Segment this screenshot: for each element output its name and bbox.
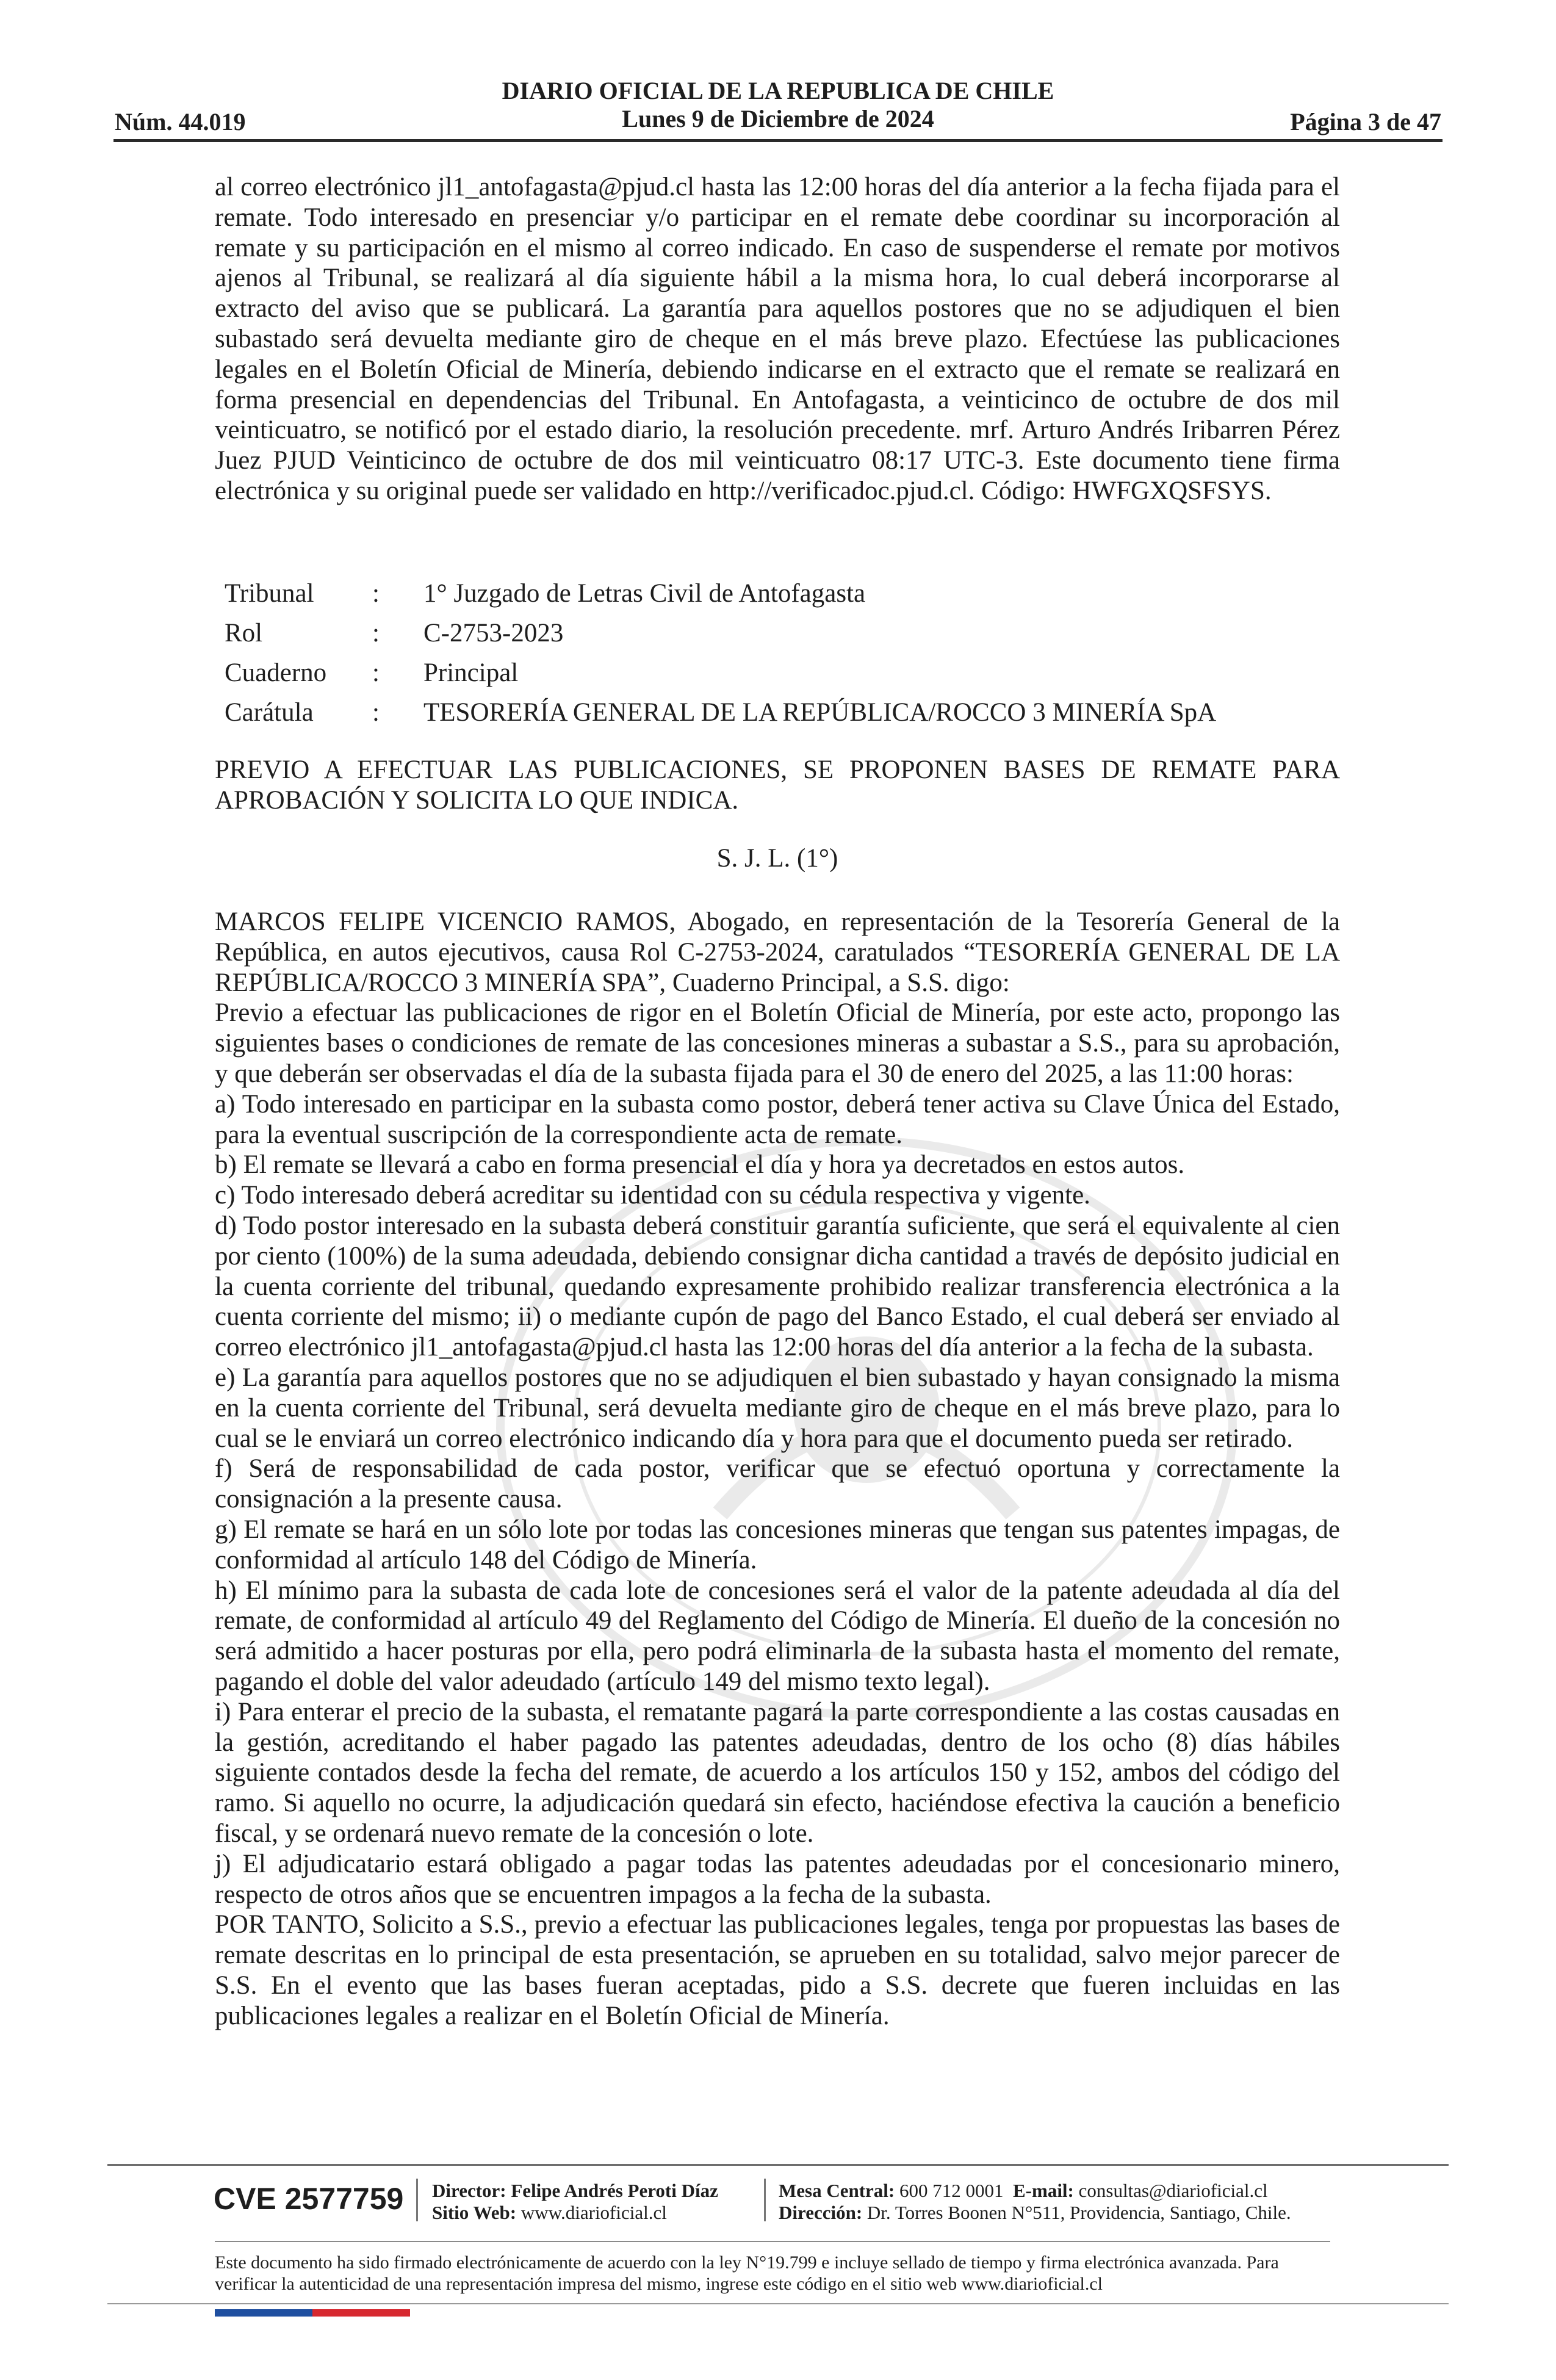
address-value: Dr. Torres Boonen N°511, Providencia, Santiago, Chile. [866,2202,1291,2223]
case-label: Cuaderno [225,658,327,687]
case-separator: : [372,658,380,687]
body-paragraph: f) Será de responsabilidad de cada postor, verificar que se efectuó oportuna y correctamente la consignación a la presente causa. [215,1454,1340,1514]
case-row-cuaderno [225,653,1216,693]
web-link[interactable]: www.diarioficial.cl [520,2202,667,2223]
body-paragraph: h) El mínimo para la subasta de cada lote de concesiones será el valor de la patente adeudada al día del remate, de conformidad al artículo 49 del Reglamento del Código de Minería. El dueño de la concesión no será admitido a hacer posturas por ella, pero podrá eliminarla de la subasta hasta el momento del remate, pagando el doble del valor adeudado (artículo 149 del mismo texto legal). [215,1576,1340,1696]
footer-divider-bottom [107,2303,1449,2304]
phone-label: Mesa Central: [779,2180,895,2201]
body-paragraph: Previo a efectuar las publicaciones de rigor en el Boletín Oficial de Minería, por este acto, propongo las siguientes bases o condiciones de remate de las concesiones mineras a subastar a S.S., para su aprobación, y que deberán ser observadas el día de la subasta fijada para el 30 de enero del 2025, a las 11:00 horas: [215,998,1340,1088]
case-value: Principal [423,658,519,687]
case-separator: : [372,698,380,727]
header-center [110,77,1446,133]
email-label: E-mail: [1013,2180,1074,2201]
flag-bar-red [312,2309,410,2317]
court-address: S. J. L. (1°) [716,844,838,873]
email-link[interactable]: consultas@diarioficial.cl [1078,2180,1268,2201]
body-paragraph: MARCOS FELIPE VICENCIO RAMOS, Abogado, en representación de la Tesorería General de la República, en autos ejecutivos, causa Rol C-2753-2024, caratulados “TESORERÍA GENERAL DE LA REPÚBLICA/ROCCO 3 MINERÍA SPA”, Cuaderno Principal, a S.S. digo: [215,907,1340,997]
header-divider [113,139,1443,142]
body-paragraph: POR TANTO, Solicito a S.S., previo a efectuar las publicaciones legales, tenga por propuestas las bases de remate descritas en lo principal de esta presentación, se aprueben en su totalidad, salvo mejor parecer de S.S. En el evento que las bases fueran aceptadas, pido a S.S. decrete que fueren incluidas en las publicaciones legales a realizar en el Boletín Oficial de Minería. [215,1910,1340,2030]
case-value: C-2753-2023 [423,619,564,647]
body-paragraph: i) Para enterar el precio de la subasta, el rematante pagará la parte correspondiente a las costas causadas en la gestión, acreditando el haber pagado las patentes adeudadas, dentro de los ocho (8) días hábiles siguiente contados desde la fecha del remate, de acuerdo a los artículos 150 y 152, ambos del código del ramo. Si aquello no ocurre, la adjudicación quedará sin efecto, haciéndose efectiva la caución a beneficio fiscal, y se ordenará nuevo remate de la concesión o lote. [215,1697,1340,1848]
document-heading-block [215,755,1340,816]
document-heading: PREVIO A EFECTUAR LAS PUBLICACIONES, SE PROPONEN BASES DE REMATE PARA APROBACIÓN Y SOLICITA LO QUE INDICA. [215,755,1340,815]
case-row-caratula [225,693,1216,732]
case-label: Tribunal [225,579,314,608]
phone-value: 600 712 0001 [899,2180,1004,2201]
address-label: Dirección: [779,2202,863,2223]
web-label: Sitio Web: [432,2202,517,2223]
director-name: Felipe Andrés Peroti Díaz [511,2180,718,2201]
legal-notice: Este documento ha sido firmado electrónicamente de acuerdo con la ley N°19.799 e incluye sellado de tiempo y firma electrónica avanzada. Para verificar la autenticidad de una representación impresa del mismo, ingrese este código en el sitio web www.diarioficial.cl [215,2252,1279,2294]
body-paragraph: b) El remate se llevará a cabo en forma presencial el día y hora ya decretados en estos autos. [215,1150,1185,1180]
case-value: TESORERÍA GENERAL DE LA REPÚBLICA/ROCCO 3 MINERÍA SpA [423,698,1217,727]
case-row-tribunal [225,574,1216,613]
footer-divider-top [107,2164,1449,2166]
page-number: Página 3 de 47 [1290,108,1441,135]
body-paragraph: e) La garantía para aquellos postores que no se adjudiquen el bien subastado y hayan consignado la misma en la cuenta corriente del Tribunal, será devuelta mediante giro de cheque en el más breve plazo, para lo cual se le enviará un correo electrónico indicando día y hora para que el documento pueda ser retirado. [215,1363,1340,1453]
body-paragraph: g) El remate se hará en un sólo lote por todas las concesiones mineras que tengan sus patentes impagas, de conformidad al artículo 148 del Código de Minería. [215,1515,1340,1574]
issue-date: Lunes 9 de Diciembre de 2024 [622,105,934,132]
case-value: 1° Juzgado de Letras Civil de Antofagasta [423,579,866,608]
footer-separator [764,2179,766,2221]
footer-director-block [432,2180,718,2224]
case-row-rol [225,613,1216,653]
case-label: Rol [225,619,263,647]
footer-divider-middle [215,2241,1330,2242]
body-paragraph: c) Todo interesado deberá acreditar su identidad con su cédula respectiva y vigente. [215,1181,1090,1210]
cve-code: CVE 2577759 [214,2182,404,2216]
body-section [215,907,1340,2031]
case-label: Carátula [225,698,314,727]
footer-contact-block [779,2180,1291,2224]
body-paragraph: a) Todo interesado en participar en la subasta como postor, deberá tener activa su Clave Única del Estado, para la eventual suscripción de la correspondiente acta de remate. [215,1089,1340,1149]
body-paragraph: d) Todo postor interesado en la subasta deberá constituir garantía suficiente, que será el equivalente al cien por ciento (100%) de la suma adeudada, debiendo consignar dicha cantidad a través de depósito judicial en la cuenta corriente del tribunal, quedando expresamente prohibido realizar transferencia electrónica a la cuenta corriente del mismo; ii) o mediante cupón de pago del Banco Estado, el cual deberá ser enviado al correo electrónico jl1_antofagasta@pjud.cl hasta las 12:00 horas del día anterior a la fecha de la subasta. [215,1211,1340,1362]
intro-paragraph: al correo electrónico jl1_antofagasta@pjud.cl hasta las 12:00 horas del día anterior a la fecha fijada para el remate. Todo interesado en presenciar y/o participar en el remate debe coordinar su incorporación al remate y su participación en el mismo al correo indicado. En caso de suspenderse el remate por motivos ajenos al Tribunal, se realizará al día siguiente hábil a la misma hora, lo cual deberá incorporarse al extracto del aviso que se publicará. La garantía para aquellos postores que no se adjudiquen el bien subastado será devuelta mediante giro de cheque en el más breve plazo. Efectúese las publicaciones legales en el Boletín Oficial de Minería, debiendo indicarse en el extracto que el remate se realizará en forma presencial en dependencias del Tribunal. En Antofagasta, a veinticinco de octubre de dos mil veinticuatro, se notificó por el estado diario, la resolución precedente. mrf. Arturo Andrés Iribarren Pérez Juez PJUD Veinticinco de octubre de dos mil veinticuatro 08:17 UTC-3. Este documento tiene firma electrónica y su original puede ser validado en http://verificadoc.pjud.cl. Código: HWFGXQSFSYS. [215,173,1340,505]
director-label: Director: [432,2180,506,2201]
page-header [110,73,1446,140]
case-separator: : [372,619,380,647]
case-info-table [225,574,1216,732]
flag-bar-blue [215,2309,312,2317]
footer-separator [416,2179,418,2221]
newspaper-title: DIARIO OFICIAL DE LA REPUBLICA DE CHILE [502,77,1054,104]
body-paragraph: j) El adjudicatario estará obligado a pagar todas las patentes adeudadas por el concesionario minero, respecto de otros años que se encuentren impagos a la fecha de la subasta. [215,1849,1340,1909]
court-address-block [215,843,1340,874]
intro-section [215,172,1340,507]
issue-number: Núm. 44.019 [115,108,246,135]
case-separator: : [372,579,380,608]
